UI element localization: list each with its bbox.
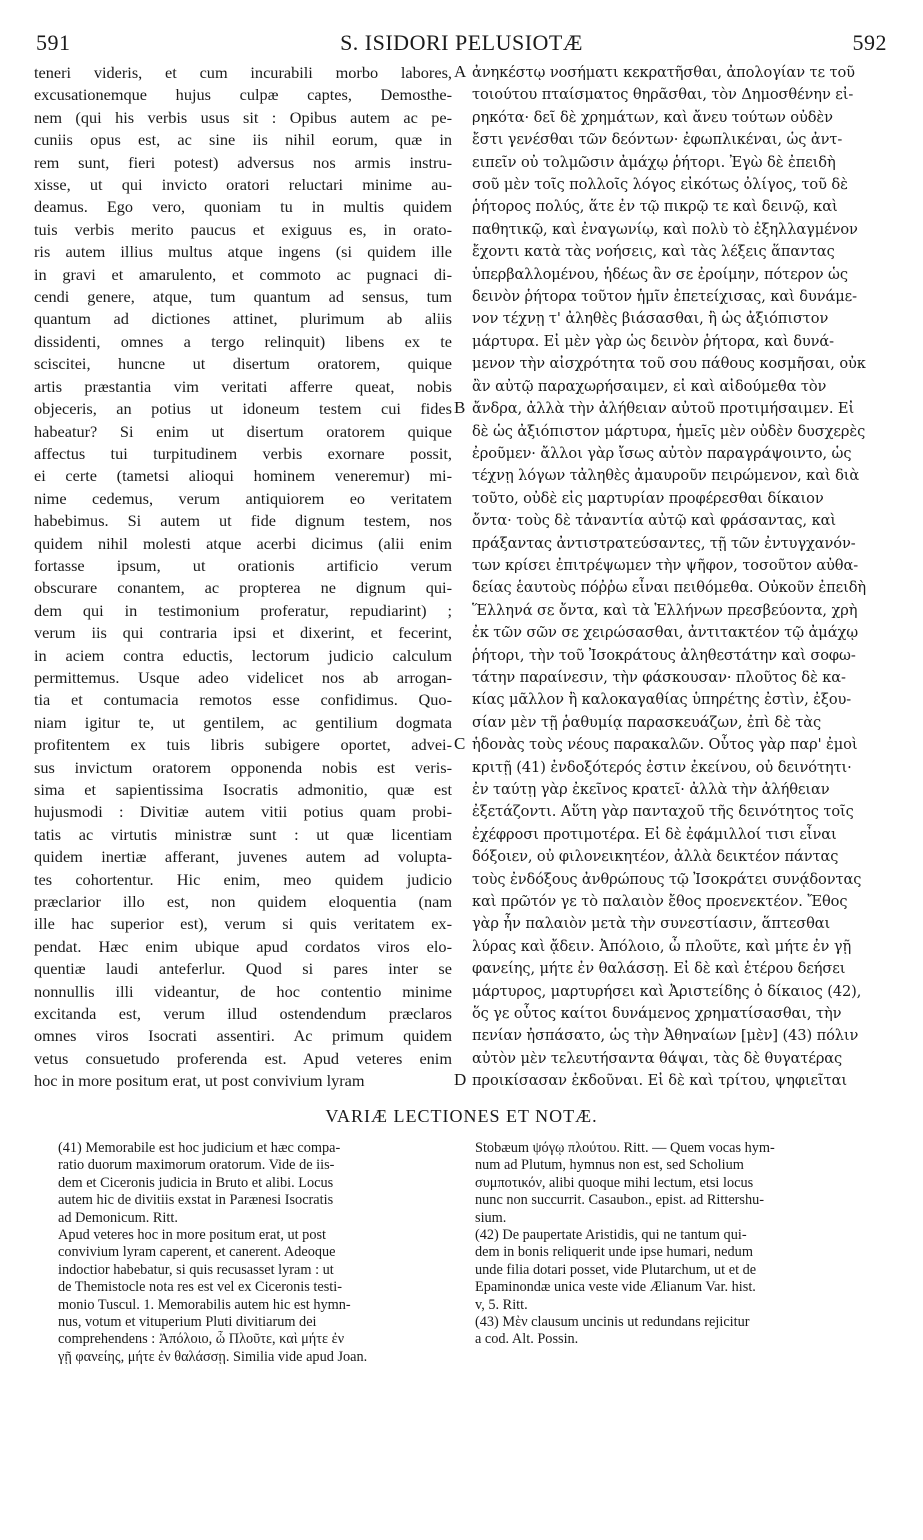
note-line: indoctior habebatur, si quis recusasset lyram : ut bbox=[58, 1261, 334, 1278]
greek-text-line: ἂν αὐτῷ παραχωρήσαιμεν, εἰ καὶ αἰδούμεθα τὸν bbox=[472, 377, 827, 395]
note-line: unde filia dotari posset, vide Plutarchum, ut et de bbox=[475, 1261, 757, 1278]
greek-text-line: ἡδονὰς τοὺς νέους παρακαλῶν. Οὗτος γὰρ παρ' ἐμοὶ bbox=[472, 736, 858, 754]
margin-letter-c: C bbox=[454, 734, 466, 753]
note-line: num ad Plutum, hymnus non est, sed Scholium bbox=[475, 1157, 744, 1174]
latin-text-line: in gravi et amarulento, et commoto ac pugnaci di- bbox=[34, 264, 452, 284]
note-line: (42) De paupertate Aristidis, qui ne tantum qui- bbox=[475, 1227, 747, 1244]
note-line: (43) Μὲν clausum uncinis ut redundans rejicitur bbox=[475, 1314, 750, 1331]
greek-text-line: ἔστι γενέσθαι τῶν δεόντων· ἐφωπλικέναι, ὡς ἀντ- bbox=[472, 131, 843, 149]
greek-text-line: νον τέχνῃ τ' ἀληθὲς βιάσασθαι, ἢ ὡς ἀξιόπιστον bbox=[472, 310, 829, 328]
latin-text-line: præclarior illo est, non quidem eloquentia (nam bbox=[34, 892, 452, 912]
greek-text-line: δείας ἑαυτοὺς πόῤῥω εἶναι πειθόμεθα. Οὐκοῦν ἐπειδὴ bbox=[472, 579, 867, 597]
note-line: Apud veteres hoc in more positum erat, ut post bbox=[58, 1227, 327, 1244]
margin-letter-d: D bbox=[454, 1070, 467, 1089]
greek-text-line: κίας μᾶλλον ἢ καλοκαγαθίας ὑπηρέτης ἐστὶν, ἐξου- bbox=[472, 691, 852, 709]
latin-text-line: sciscitei, huncne ut disertum oratorem, quique bbox=[34, 354, 452, 374]
latin-text-line: sima et sapientissima Isocratis admonitio, quæ est bbox=[34, 780, 452, 799]
greek-text-line: δὲ ὡς ἀξιόπιστον μάρτυρα, ἡμεῖς μὲν οὐδὲν δυσχερὲς bbox=[472, 422, 866, 440]
greek-text-line: ἀνηκέστῳ νοσήματι κεκρατῆσθαι, ἀπολογίαν τε τοῦ bbox=[472, 64, 855, 81]
note-line: de Themistocle nota res est vel ex Ciceronis testi- bbox=[58, 1279, 343, 1296]
note-line: autem hic de divitiis exstat in Parænesi Isocratis bbox=[58, 1192, 334, 1209]
latin-text-line: nime cedemus, verum antiquiorem eo veritatem bbox=[34, 488, 452, 508]
note-line: sium. bbox=[475, 1209, 507, 1226]
greek-text-line: των κρίσει ἐπιτρέψωμεν τὴν ψῆφον, τοσοῦτον αὐθα- bbox=[472, 556, 859, 574]
note-line: convivium lyram caperent, et canerent. Adeoque bbox=[58, 1244, 336, 1261]
greek-text-line: ἄνδρα, ἀλλὰ τὴν ἀλήθειαν αὐτοῦ προτιμήσαιμεν. Εἰ bbox=[472, 400, 855, 418]
greek-text-line: σίαν μὲν τῇ ῥαθυμίᾳ παρασκευάζων, ἐπὶ δὲ τὰς bbox=[472, 713, 822, 731]
latin-text-line: cendi genere, atque, tum quantum ad sensus, tum bbox=[34, 287, 452, 307]
latin-text-line: excitanda est, verum illud ostendendum præclaros bbox=[34, 1004, 452, 1024]
latin-column bbox=[34, 62, 452, 1092]
notes-section bbox=[58, 1140, 891, 1520]
latin-text-line: dissidenti, omnes a tergo relinquit) libens ex te bbox=[34, 331, 452, 351]
greek-text-line: πράξαντας ἀντιστρατεύσαντες, τῇ τῶν ἐντυγχανόν- bbox=[472, 534, 856, 552]
greek-text-line: τοιούτου πταίσματος θηρᾶσθαι, τὸν Δημοσθένην εἰ- bbox=[472, 86, 854, 104]
greek-text-line: μάρτυρος, μαρτυρήσει καὶ Ἀριστείδης ὁ δίκαιος (42), bbox=[472, 982, 862, 1000]
greek-text-line: ὑπερβαλλομένου, ἡδέως ἂν σε ἐροίμην, πότερον ὡς bbox=[472, 265, 848, 283]
greek-text-line: γὰρ ἦν παλαιὸν μετὰ τὴν συνεστίασιν, ἅπτεσθαι bbox=[472, 915, 831, 933]
note-line: a cod. Alt. Possin. bbox=[475, 1331, 579, 1348]
latin-text-line: quidem inertiæ afferant, juvenes autem ad volupta- bbox=[34, 847, 452, 867]
main-text bbox=[34, 62, 895, 1092]
greek-column bbox=[472, 62, 895, 1092]
notes-right-column bbox=[475, 1140, 891, 1520]
note-line: (41) Memorabile est hoc judicium et hæc compa- bbox=[58, 1140, 341, 1156]
greek-text-line: αὐτὸν μὲν τελευτήσαντα θάψαι, τὰς δὲ θυγατέρας bbox=[472, 1049, 843, 1067]
note-line: comprehendens : Ἀπόλοιο, ὦ Πλοῦτε, καὶ μήτε ἐν bbox=[58, 1331, 345, 1348]
running-header bbox=[36, 30, 887, 60]
latin-text-line: ei certe (tametsi alioqui hominem veneremur) mi- bbox=[34, 466, 452, 486]
greek-text-line: λύρας καὶ ᾄδειν. Ἀπόλοιο, ὦ πλοῦτε, καὶ μήτε ἐν γῇ bbox=[472, 937, 852, 955]
latin-text-line: objeceris, an potius ut idoneum testem cui fides bbox=[34, 399, 452, 419]
note-line: nus, votum et vituperium Pluti divitiarum dei bbox=[58, 1314, 317, 1331]
greek-text-line: κριτῇ (41) ἐνδοξότερός ἐστιν ἐκείνου, οὐ δεινότητι· bbox=[472, 758, 852, 776]
latin-text-line: habeatur? Si enim ut disertum oratorem quique bbox=[34, 421, 452, 441]
greek-text-line: τάτην παραίνεσιν, τὴν φάσκουσαν· πλοῦτος δὲ κα- bbox=[472, 668, 846, 686]
note-line: ad Demonicum. Ritt. bbox=[58, 1209, 178, 1226]
latin-text-line: niam igitur te, ut gentilem, ac gentilium dogmata bbox=[34, 712, 452, 732]
latin-text-line: ris autem illius multus atque ingens (si quidem ille bbox=[34, 242, 452, 262]
greek-text-line: πενίαν ἠσπάσατο, ὡς τὴν Ἀθηναίων [μὲν] (43) πόλιν bbox=[472, 1027, 859, 1045]
greek-text-line: προικίσασαν ἐκδοῦναι. Εἰ δὲ καὶ τρίτου, ψηφιεῖται bbox=[472, 1072, 847, 1090]
greek-text-line: ῥήτορος πολύς, ἅτε ἐν τῷ πικρῷ τε καὶ δεινῷ, καὶ bbox=[472, 198, 838, 216]
latin-text-line: sus invictum oratorem opponenda nobis est veris- bbox=[34, 757, 452, 777]
note-line: dem et Ciceronis judicia in Bruto et alibi. Locus bbox=[58, 1174, 334, 1191]
greek-text-line: τέχνῃ λόγων τἀληθὲς ἀμαυροῦν πειρώμενον, καὶ διὰ bbox=[472, 467, 860, 485]
note-line: Stobæum ψόγῳ πλούτου. Ritt. — Quem vocas hym- bbox=[475, 1140, 775, 1156]
latin-text-line: quantum ad dictiones attinet, plurimum ab aliis bbox=[34, 309, 452, 329]
latin-text-line: habebimus. Si autem ut fide dignum testem, nos bbox=[34, 511, 452, 531]
greek-text-line: ἐξετάζοντι. Αὕτη γὰρ πανταχοῦ τῆς δεινότητος τοῖς bbox=[472, 803, 854, 821]
greek-text-line: Ἕλληνά σε ὄντα, καὶ τὰ Ἑλλήνων πρεσβεύοντα, χρὴ bbox=[472, 601, 858, 619]
latin-text-line: permittemus. Usque adeo videlicet nos ab arrogan- bbox=[34, 667, 452, 687]
latin-text-line: xisse, ut qui invicto oratori reluctari minime au- bbox=[34, 175, 452, 195]
greek-text-line: παθητικῷ, καὶ ἐναγωνίῳ, καὶ πολὺ τὸ ἐξηλλαγμένον bbox=[472, 220, 858, 238]
greek-text-line: δεινὸν ῥήτορα τοῦτον ἡμῖν ἐπετείχισας, καὶ δυνάμε- bbox=[472, 288, 857, 306]
latin-text-line: in aciem contra eductis, lectorum judicio calculum bbox=[34, 645, 452, 665]
page-number-right: 592 bbox=[852, 30, 887, 55]
latin-text-line: hujusmodi : Divitiæ autem vitii potius quam probi- bbox=[34, 802, 452, 822]
note-line: nunc non succurrit. Casaubon., epist. ad Rittershu- bbox=[475, 1192, 765, 1209]
greek-text-line: ἐροῦμεν· ἄλλοι γὰρ ἴσως αὐτὸν παραγράψοιντο, ὡς bbox=[472, 444, 852, 462]
latin-text-line: ille hac superior est), verum si quis veritatem ex- bbox=[34, 914, 452, 934]
running-title: S. ISIDORI PELUSIOTÆ bbox=[340, 30, 583, 55]
margin-letter-a: A bbox=[454, 62, 467, 81]
latin-text-line: rem sunt, fieri potest) adversus nos armis instru- bbox=[34, 152, 452, 172]
margin-letter-b: B bbox=[454, 398, 466, 417]
greek-text-line: δόξοιεν, οὐ φιλονεικητέον, ἀλλὰ δεικτέον πάντας bbox=[472, 848, 839, 866]
note-line: Epaminondæ unica veste vide Ælianum Var. hist. bbox=[475, 1279, 756, 1296]
greek-text-line: καὶ πρῶτόν γε τὸ παλαιὸν ἔθος προενεκτέον. Ἔθος bbox=[472, 893, 848, 911]
latin-text-line: nem (qui his verbis usus sit : Opibus autem ac pe- bbox=[34, 107, 452, 127]
latin-text-line: deamus. Ego vero, quoniam tu in multis quidem bbox=[34, 197, 452, 217]
latin-text-line: artis præstantia vim veritati afferre queat, nobis bbox=[34, 376, 452, 396]
greek-text-line: ἔχοντι κατὰ τὰς νοήσεις, καὶ τὰς λέξεις ἅπαντας bbox=[472, 243, 835, 261]
greek-text-line: ῥήτορι, τὴν τοῦ Ἰσοκράτους ἀληθεστάτην καὶ σοφω- bbox=[472, 646, 856, 664]
latin-text-line: affectus tui turpitudinem verbis exornare possit, bbox=[34, 443, 452, 463]
latin-text-line: quentiæ laudi anteferlur. Quod si pares inter se bbox=[34, 959, 452, 979]
latin-text-line: pendat. Hæc enim ubique apud cordatos viros elo- bbox=[34, 936, 452, 956]
latin-text-line: verum iis qui contraria ipsi et dixerint, et fecerint, bbox=[34, 623, 452, 643]
greek-text-line: τοὺς ἐνδόξους ἀνθρώπους τῷ Ἰσοκράτει συνᾴδοντας bbox=[472, 870, 862, 888]
latin-text-line: obscurare conantem, ac propterea ne dignum qui- bbox=[34, 578, 452, 598]
note-line: dem in bonis reliquerit unde ipse humari, nedum bbox=[475, 1244, 753, 1261]
greek-text-line: ἐν ταύτῃ γὰρ ἐκεῖνος κρατεῖ· ἀλλὰ τὴν ἀλήθειαν bbox=[472, 781, 830, 798]
note-line: ratio duorum maximorum oratorum. Vide de iis- bbox=[58, 1157, 335, 1174]
latin-text-line: omnes viros Isocrati assentiri. Ac primum quidem bbox=[34, 1026, 452, 1046]
latin-text-line: profitentem ex tuis libris subigere oportet, advei- bbox=[34, 735, 452, 755]
greek-text-line: τοῦτο, οὐδὲ εἰς μαρτυρίαν προφέρεσθαι δίκαιον bbox=[472, 489, 824, 507]
greek-text-line: σοῦ μὲν τοῖς πολλοῖς λόγος εἰκότως ὀλίγος, τοῦ δὲ bbox=[472, 176, 848, 194]
greek-text-line: ρηκότα· δεῖ δὲ χρημάτων, καὶ ἄνευ τούτων οὐδὲν bbox=[472, 108, 833, 126]
latin-text-line: dem qui in testimonium proferatur, repudiarint) ; bbox=[34, 600, 452, 620]
note-line: συμποτικόν, alibi quoque mihi lectum, etsi locus bbox=[475, 1174, 754, 1191]
greek-text-line: ὄντα· τοὺς δὲ τἀναντία αὐτῷ καὶ φράσαντας, καὶ bbox=[472, 512, 836, 530]
greek-text-line: μάρτυρα. Εἰ μὲν γὰρ ὡς δεινὸν ῥήτορα, καὶ δυνά- bbox=[472, 332, 835, 350]
margin-letters bbox=[452, 62, 472, 1092]
note-line: v, 5. Ritt. bbox=[475, 1296, 528, 1313]
latin-text-line: fortasse ipsum, ut orationis artificio verum bbox=[34, 555, 452, 575]
latin-text-line: cuniis opus est, ac sine iis nihil eorum, quæ in bbox=[34, 130, 452, 150]
note-line: γῇ φανείης, μήτε ἐν θαλάσσῃ. Similia vide apud Joan. bbox=[58, 1348, 368, 1365]
latin-text-line: excusationemque hujus culpæ captes, Demosthe- bbox=[34, 85, 452, 105]
latin-text-line: quidem nihil molesti atque acerbi dicimus (alii enim bbox=[34, 533, 452, 553]
page-number-left: 591 bbox=[36, 30, 71, 55]
greek-text-line: ἐχέφροσι προτιμοτέρα. Εἰ δὲ ἐφάμιλλοί τισι εἶναι bbox=[472, 825, 837, 843]
latin-text-line: teneri videris, et cum incurabili morbo labores, bbox=[34, 63, 452, 82]
notes-left-column bbox=[58, 1140, 451, 1520]
greek-text-line: μενον τὴν αἰσχρότητα τοῦ σου πάθους κοσμῆσαι, οὐκ bbox=[472, 355, 866, 373]
note-line: monio Tuscul. 1. Memorabilis autem hic est hymn- bbox=[58, 1296, 351, 1313]
latin-text-line: tia et contumacia remotos esse confidimus. Quo- bbox=[34, 690, 452, 710]
latin-text-line: tes cohortentur. Hic enim, meo quidem judicio bbox=[34, 869, 452, 889]
latin-text-line: nonnullis illi videantur, de hoc contentio minime bbox=[34, 981, 452, 1001]
latin-text-line: hoc in more positum erat, ut post convivium lyram bbox=[34, 1071, 365, 1091]
greek-text-line: ὅς γε οὗτος καίτοι δυνάμενος χρηματίσασθαι, τὴν bbox=[472, 1005, 842, 1023]
greek-text-line: ειπεῖν οὐ τολμῶσιν ἀμάχῳ ῥήτορι. Ἐγὼ δὲ ἐπειδὴ bbox=[472, 153, 836, 171]
latin-text-line: tatis ac virtutis ministræ sunt : ut quæ licentiam bbox=[34, 824, 452, 844]
greek-text-line: ἐκ τῶν σῶν σε χειρώσασθαι, ἀντιτακτέον τῷ ἀμάχῳ bbox=[472, 624, 858, 642]
latin-text-line: tuis verbis merito paucus et exiguus es, in orato- bbox=[34, 219, 452, 239]
latin-text-line: vetus consuetudo proferenda est. Apud veteres enim bbox=[34, 1048, 452, 1068]
greek-text-line: φανείης, μήτε ἐν θαλάσσῃ. Εἰ δὲ καὶ ἑτέρου δεήσει bbox=[472, 960, 846, 978]
notes-heading: VARIÆ LECTIONES ET NOTÆ. bbox=[325, 1106, 598, 1126]
